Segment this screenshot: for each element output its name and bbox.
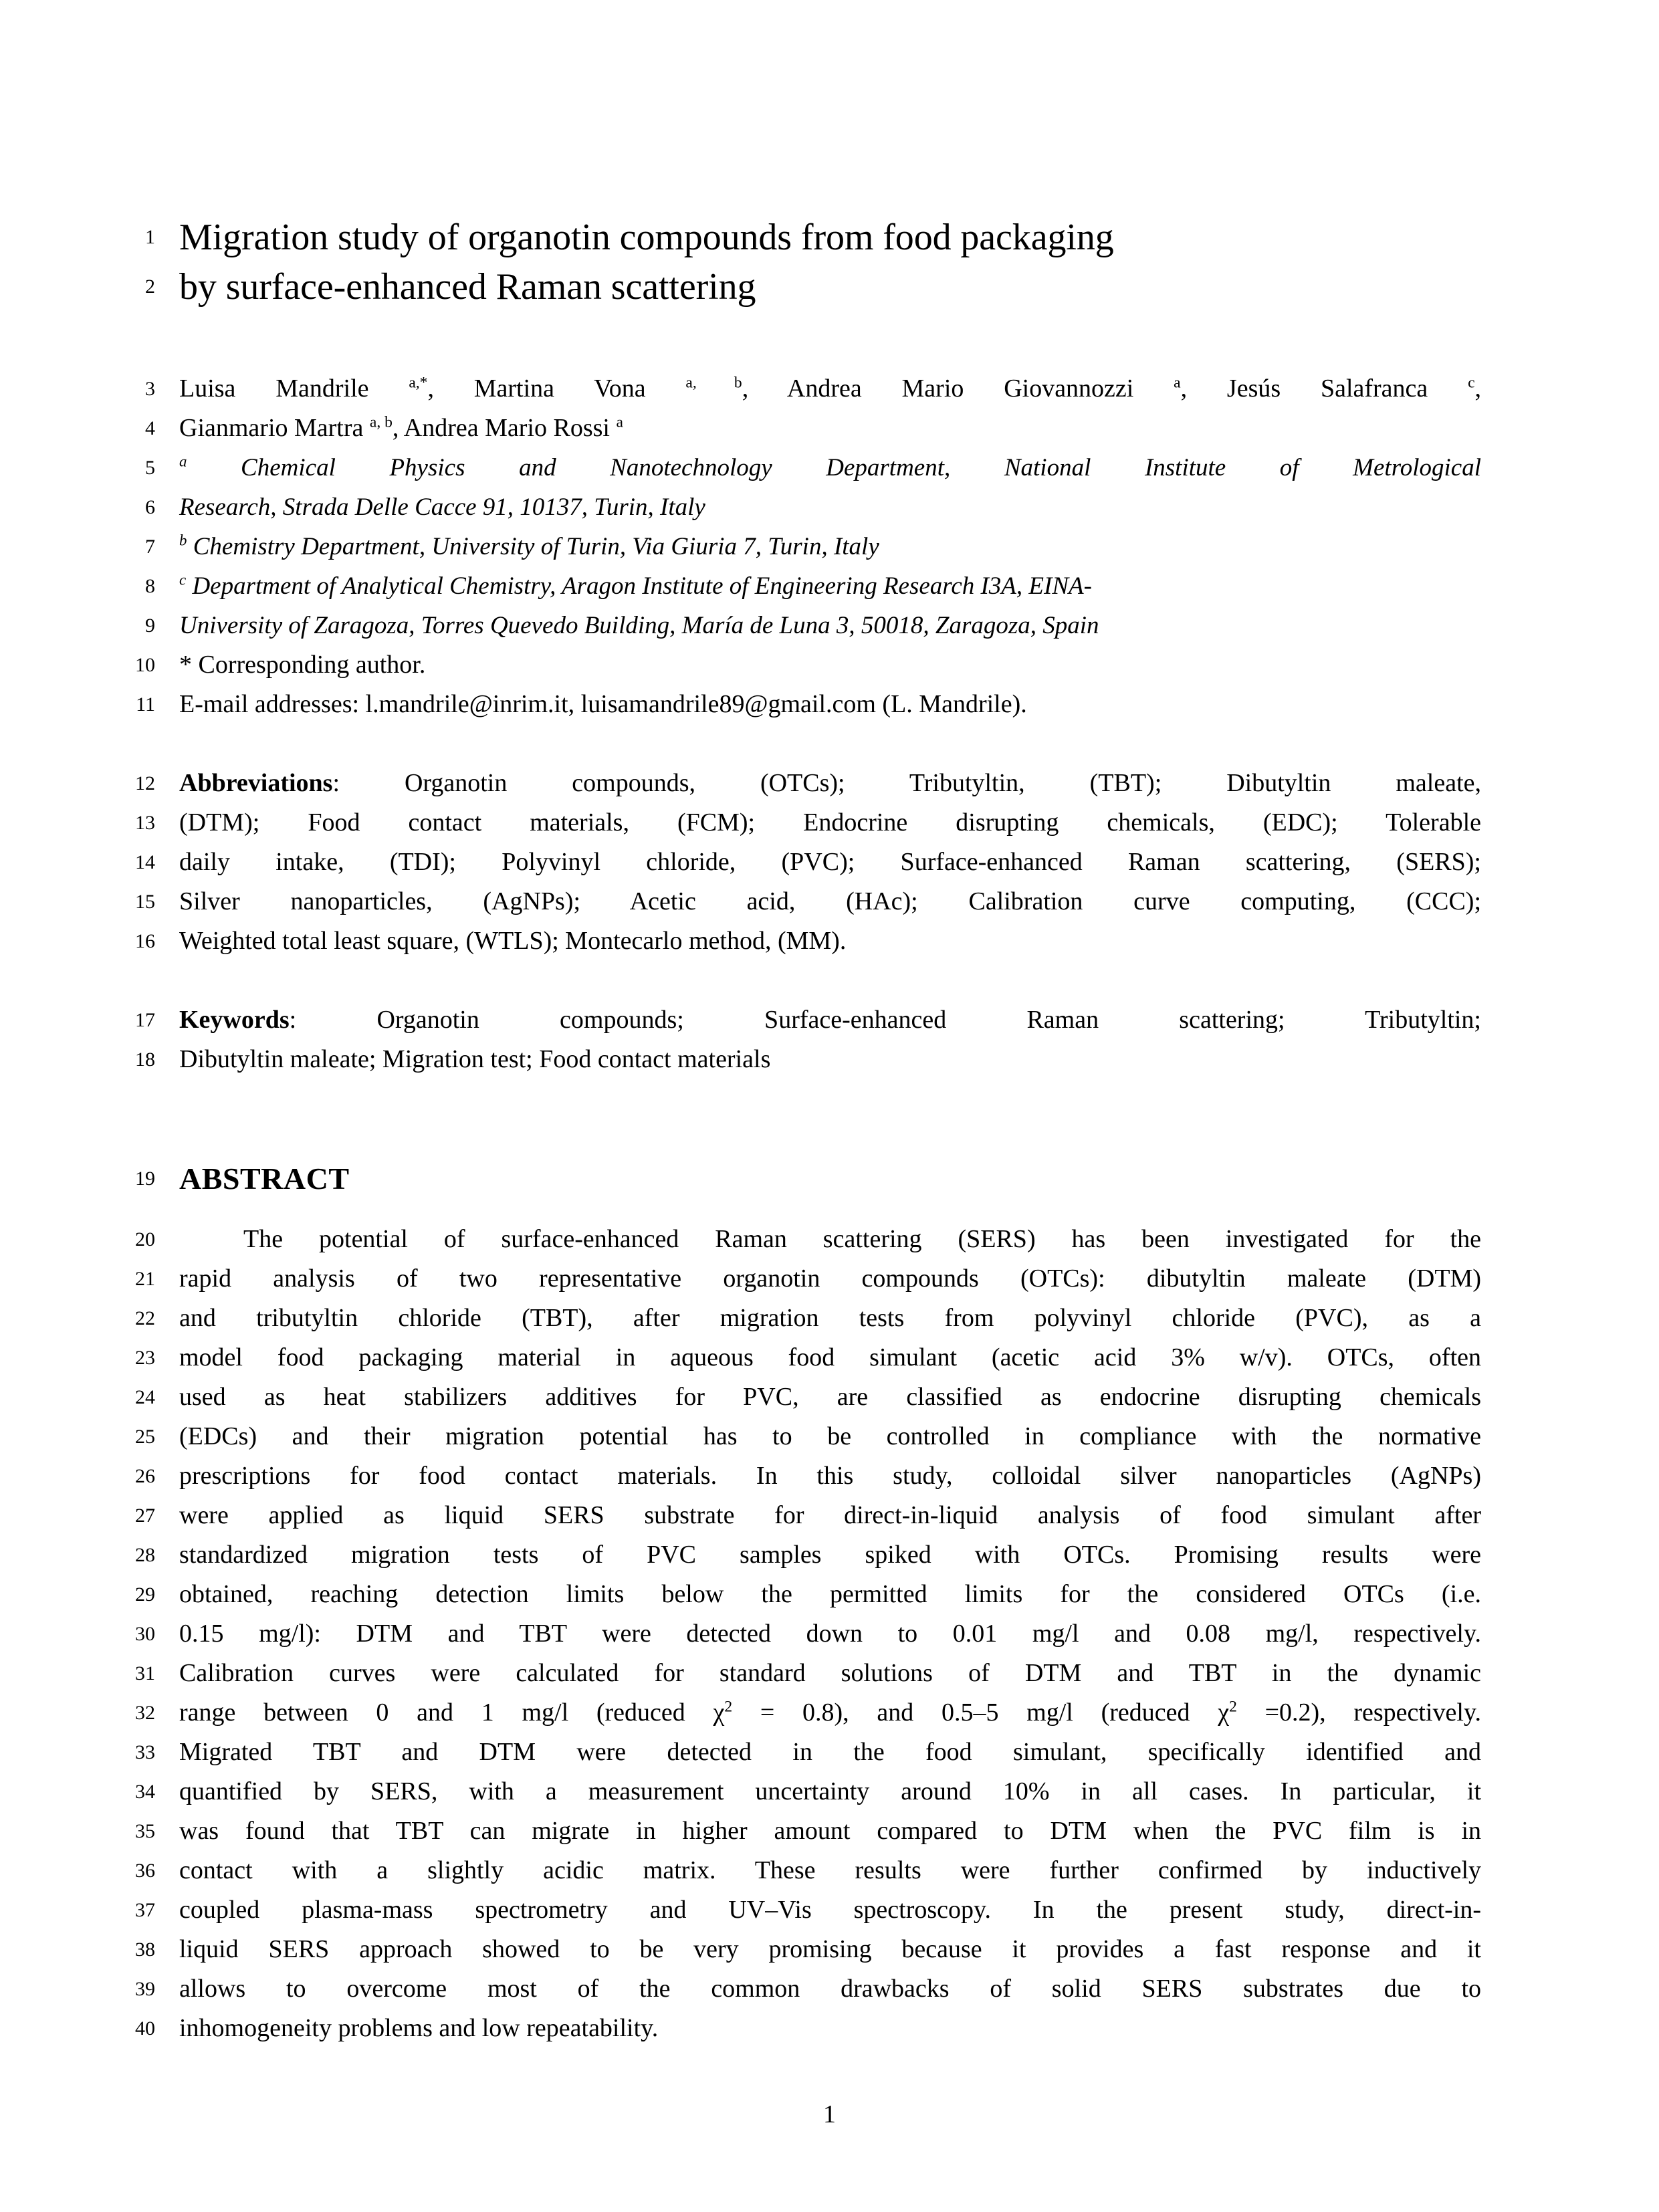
author-affiliation-marker: a, b	[685, 374, 742, 392]
line-number: 33	[135, 1741, 155, 1763]
email-addresses: E-mail addresses: l.mandrile@inrim.it, luisamandrile89@gmail.com (L. Mandrile).	[179, 690, 1027, 718]
affiliation-line	[120, 566, 1481, 606]
author-names-line-1: Luisa Mandrile $^{a,*}$, Martina Vona $^{a, b}$, Andrea Mario Giovannozzi $^a$, Jesús Salafranca $^c$,	[179, 374, 1482, 403]
abstract-line	[120, 2009, 1481, 2048]
author-affiliation-marker: a	[616, 413, 623, 431]
abbreviations-text: Silver nanoparticles, (AgNPs); Acetic acid, (HAc); Calibration curve computing, (CCC);	[179, 887, 1481, 915]
abstract-line	[120, 1456, 1481, 1496]
abbreviations-line	[120, 843, 1481, 882]
line-number: 6	[145, 496, 155, 518]
line-number: 14	[135, 851, 155, 873]
abstract-line	[120, 1377, 1481, 1417]
line-number: 5	[145, 457, 155, 479]
abstract-text: standardized migration tests of PVC samples spiked with OTCs. Promising results were	[179, 1541, 1481, 1569]
line-number: 21	[135, 1268, 155, 1290]
abstract-text: 0.15 mg/l): DTM and TBT were detected down to 0.01 mg/l and 0.08 mg/l, respectively.	[179, 1620, 1481, 1648]
abstract-text: quantified by SERS, with a measurement uncertainty around 10% in all cases. In particular, it	[179, 1777, 1481, 1805]
line-number: 23	[135, 1347, 155, 1369]
abstract-text: model food packaging material in aqueous food simulant (acetic acid 3% w/v). OTCs, often	[179, 1343, 1481, 1371]
author-affiliation-marker: a	[1174, 374, 1181, 392]
spacer	[0, 1200, 1659, 1220]
abstract-text: prescriptions for food contact materials. In this study, colloidal silver nanoparticles (AgNPs)	[179, 1462, 1481, 1490]
abbreviations-text: Abbreviations: Organotin compounds, (OTCs); Tributyltin, (TBT); Dibutyltin maleate,	[179, 769, 1481, 797]
abstract-line	[120, 1299, 1481, 1338]
abstract-line	[120, 1811, 1481, 1851]
line-number: 22	[135, 1307, 155, 1329]
title-line	[120, 262, 1481, 312]
author-line	[120, 409, 1481, 448]
paper-title-line-2: by surface-enhanced Raman scattering	[179, 266, 756, 308]
affiliation-marker: b	[179, 532, 187, 549]
abstract-text: contact with a slightly acidic matrix. These results were further confirmed by inductively	[179, 1856, 1481, 1884]
line-number: 13	[135, 812, 155, 834]
abstract-text: allows to overcome most of the common drawbacks of solid SERS substrates due to	[179, 1975, 1481, 2003]
author-affiliation-marker: c	[1468, 374, 1475, 392]
affiliation-line	[120, 448, 1481, 487]
abstract-text: liquid SERS approach showed to be very promising because it provides a fast response and it	[179, 1935, 1481, 1963]
abbreviations-text: Weighted total least square, (WTLS); Montecarlo method, (MM).	[179, 927, 847, 955]
line-number: 19	[135, 1168, 155, 1190]
abbreviations-line	[120, 803, 1481, 843]
abstract-line	[120, 1890, 1481, 1930]
author-names-line-2: Gianmario Martra $^{a, b}$, Andrea Mario Rossi $^a$	[179, 413, 623, 442]
abstract-body	[0, 1220, 1659, 2048]
line-number: 26	[135, 1465, 155, 1487]
line-number: 4	[145, 417, 155, 439]
keywords-text: Keywords: Organotin compounds; Surface-enhanced Raman scattering; Tributyltin;	[179, 1006, 1481, 1034]
affiliation-line	[120, 527, 1481, 566]
abstract-line	[120, 1535, 1481, 1575]
line-number: 9	[145, 615, 155, 637]
abstract-text: inhomogeneity problems and low repeatability.	[179, 2014, 659, 2042]
abstract-line	[120, 1575, 1481, 1614]
document-body	[0, 213, 1659, 2048]
abstract-line	[120, 1851, 1481, 1890]
affiliation-line	[120, 487, 1481, 527]
abstract-heading-line	[120, 1158, 1481, 1200]
line-number: 1	[145, 226, 155, 248]
keywords-line	[120, 1000, 1481, 1040]
line-number: 38	[135, 1939, 155, 1961]
abstract-text: Migrated TBT and DTM were detected in the food simulant, specifically identified and	[179, 1738, 1481, 1766]
line-number: 27	[135, 1505, 155, 1527]
title-line	[120, 213, 1481, 262]
line-number: 12	[135, 772, 155, 794]
line-number: 20	[135, 1228, 155, 1250]
line-number: 31	[135, 1662, 155, 1684]
abstract-text: and tributyltin chloride (TBT), after migration tests from polyvinyl chloride (PVC), as a	[179, 1304, 1481, 1332]
keywords-line	[120, 1040, 1481, 1079]
line-number: 3	[145, 378, 155, 400]
affiliation-text: $^c$ Department of Analytical Chemistry, Aragon Institute of Engineering Research I3A, EINA-	[179, 571, 1092, 600]
line-number: 17	[135, 1009, 155, 1031]
abstract-line	[120, 1417, 1481, 1456]
abstract-text: were applied as liquid SERS substrate for direct-in-liquid analysis of food simulant after	[179, 1501, 1481, 1529]
line-number: 16	[135, 930, 155, 952]
line-number: 10	[135, 654, 155, 676]
page-number: 1	[823, 2100, 836, 2128]
abstract-text: used as heat stabilizers additives for PVC, are classified as endocrine disrupting chemicals	[179, 1383, 1481, 1411]
line-number: 36	[135, 1860, 155, 1882]
abstract-line	[120, 1654, 1481, 1693]
abstract-line	[120, 1338, 1481, 1377]
email-line	[120, 685, 1481, 724]
line-number: 11	[136, 693, 155, 715]
affiliation-marker: c	[179, 571, 187, 588]
line-number: 24	[135, 1386, 155, 1408]
corresponding-author-note: * Corresponding author.	[179, 651, 426, 679]
abstract-heading: ABSTRACT	[179, 1162, 350, 1196]
abstract-text: obtained, reaching detection limits below the permitted limits for the considered OTCs (i.e.	[179, 1580, 1481, 1608]
abstract-line	[120, 1496, 1481, 1535]
keywords-block	[0, 1000, 1659, 1079]
author-line	[120, 369, 1481, 409]
abstract-text: (EDCs) and their migration potential has to be controlled in compliance with the normative	[179, 1422, 1481, 1450]
line-number: 40	[135, 2017, 155, 2039]
abstract-line	[120, 1930, 1481, 1969]
line-number: 25	[135, 1426, 155, 1448]
abstract-line	[120, 1259, 1481, 1299]
line-number: 30	[135, 1623, 155, 1645]
abstract-line	[120, 1614, 1481, 1654]
abstract-text: was found that TBT can migrate in higher amount compared to DTM when the PVC film is in	[179, 1817, 1481, 1845]
corresponding-author-line	[120, 645, 1481, 685]
abbreviations-text: (DTM); Food contact materials, (FCM); Endocrine disrupting chemicals, (EDC); Tolerable	[179, 808, 1481, 837]
abbreviations-text: daily intake, (TDI); Polyvinyl chloride, (PVC); Surface-enhanced Raman scattering, (SERS);	[179, 848, 1481, 876]
line-number: 39	[135, 1978, 155, 2000]
line-number: 34	[135, 1781, 155, 1803]
abbreviations-line	[120, 764, 1481, 803]
affiliation-text: $^b$ Chemistry Department, University of Turin, Via Giuria 7, Turin, Italy	[179, 532, 879, 560]
line-number: 29	[135, 1583, 155, 1606]
line-number: 35	[135, 1820, 155, 1842]
abstract-line	[120, 1772, 1481, 1811]
spacer	[0, 1079, 1659, 1158]
line-number: 18	[135, 1048, 155, 1071]
abbreviations-line	[120, 921, 1481, 961]
spacer	[0, 312, 1659, 369]
abstract-text: range between 0 and 1 mg/l (reduced $\chi^2 = 0.8$), and 0.5–5 mg/l (reduced $\chi^2 =0.2$), respectively.	[179, 1698, 1481, 1727]
spacer	[0, 961, 1659, 1000]
abstract-text: rapid analysis of two representative organotin compounds (OTCs): dibutyltin maleate (DTM)	[179, 1264, 1481, 1293]
affiliation-text: Research, Strada Delle Cacce 91, 10137, Turin, Italy	[179, 493, 705, 521]
abbreviations-block	[0, 764, 1659, 961]
affiliation-block	[0, 448, 1659, 645]
affiliation-text: $^a$ Chemical Physics and Nanotechnology Department, National Institute of Metrological	[179, 453, 1481, 481]
line-number: 37	[135, 1899, 155, 1921]
abstract-line	[120, 1733, 1481, 1772]
line-number: 7	[145, 536, 155, 558]
abstract-text: coupled plasma-mass spectrometry and UV–Vis spectroscopy. In the present study, direct-in-	[179, 1896, 1481, 1924]
affiliation-text: University of Zaragoza, Torres Quevedo Building, María de Luna 3, 50018, Zaragoza, Spain	[179, 612, 1099, 639]
affiliation-line	[120, 606, 1481, 645]
abstract-text: The potential of surface-enhanced Raman scattering (SERS) has been investigated for the	[243, 1225, 1481, 1253]
author-affiliation-marker: a, b	[369, 413, 393, 431]
abstract-line	[120, 1693, 1481, 1733]
affiliation-marker: a	[179, 453, 187, 470]
keywords-text: Dibutyltin maleate; Migration test; Food contact materials	[179, 1045, 771, 1073]
line-number: 32	[135, 1702, 155, 1724]
spacer	[0, 724, 1659, 764]
abstract-line	[120, 1969, 1481, 2009]
abbreviations-label: Abbreviations	[179, 769, 333, 797]
line-number: 28	[135, 1544, 155, 1566]
paper-title-line-1: Migration study of organotin compounds from food packaging	[179, 217, 1114, 258]
abstract-line	[120, 1220, 1481, 1259]
line-number: 15	[135, 891, 155, 913]
line-number: 8	[145, 575, 155, 597]
line-number: 2	[145, 275, 155, 298]
abstract-text: Calibration curves were calculated for standard solutions of DTM and TBT in the dynamic	[179, 1659, 1481, 1687]
abbreviations-line	[120, 882, 1481, 921]
keywords-label: Keywords	[179, 1006, 290, 1034]
author-affiliation-marker: a,*	[409, 374, 428, 392]
